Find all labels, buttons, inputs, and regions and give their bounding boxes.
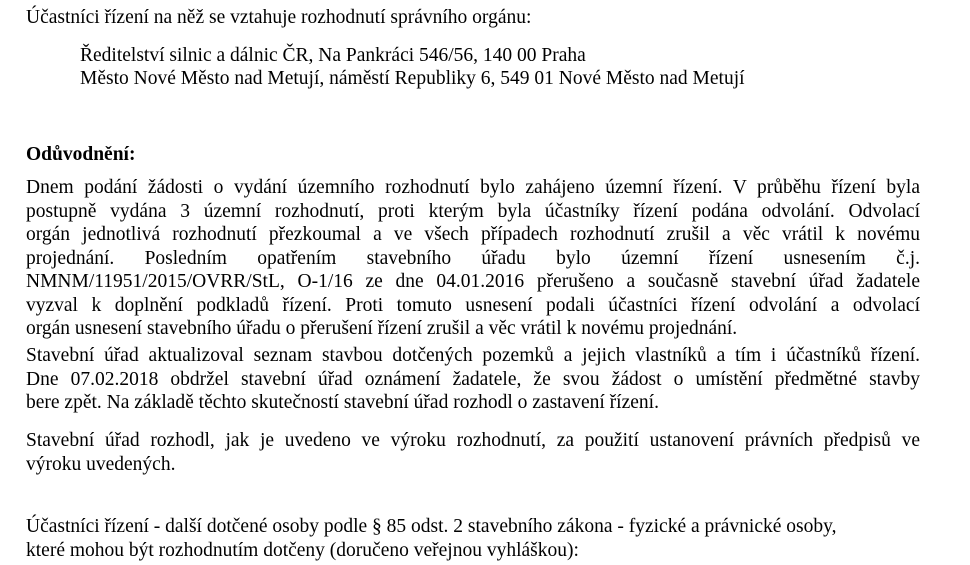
party-item: Město Nové Město nad Metují, náměstí Republiky 6, 549 01 Nové Město nad Metují — [80, 68, 745, 89]
paragraph-line: orgán usnesení stavebního úřadu o přerušení řízení zrušil a věc vrátil k novému projednání. — [26, 318, 738, 339]
paragraph-line: vyzval k doplnění podkladů řízení. Proti tomuto usnesení podali účastníci řízení odvolání a odvolací — [26, 294, 920, 316]
paragraph-line: projednání. Posledním opatřením stavebního úřadu bylo územní řízení usnesením č.j. — [26, 247, 920, 269]
paragraph-3 — [26, 429, 920, 476]
paragraph-line: bere zpět. Na základě těchto skutečností stavební úřad rozhodl o zastavení řízení. — [26, 392, 659, 413]
parties-header: Účastníci řízení na něž se vztahuje rozhodnutí správního orgánu: — [26, 7, 532, 28]
paragraph-line: Stavební úřad rozhodl, jak je uvedeno ve výroku rozhodnutí, za použití ustanovení právních předpisů ve — [26, 430, 920, 451]
paragraph-line: Účastníci řízení - další dotčené osoby podle § 85 odst. 2 stavebního zákona - fyzické a právnické osoby, — [26, 516, 837, 537]
justification-heading: Odůvodnění: — [26, 144, 136, 165]
paragraph-line: postupně vydána 3 územní rozhodnutí, proti kterým byla účastníky řízení podána odvolání. Odvolací — [26, 200, 920, 222]
paragraph-line: výroku uvedených. — [26, 453, 176, 475]
paragraph-line: Dnem podání žádosti o vydání územního rozhodnutí bylo zahájeno územní řízení. V průběhu řízení byla — [26, 177, 920, 198]
paragraph-1 — [26, 176, 920, 341]
paragraph-2 — [26, 344, 920, 415]
other-parties-header — [26, 515, 920, 562]
paragraph-line: NMNM/11951/2015/OVRR/StL, O-1/16 ze dne 04.01.2016 přerušeno a současně stavební úřad žadatele — [26, 271, 920, 292]
paragraph-line: orgán jednotlivá rozhodnutí přezkoumal a ve všech případech rozhodnutí zrušil a věc vrátil k novému — [26, 224, 920, 245]
paragraph-line: Dne 07.02.2018 obdržel stavební úřad oznámení žadatele, že svou žádost o umístění předmětné stavby — [26, 368, 920, 390]
paragraph-line: Stavební úřad aktualizoval seznam stavbou dotčených pozemků a jejich vlastníků a tím i účastníků řízení. — [26, 345, 920, 366]
party-item: Ředitelství silnic a dálnic ČR, Na Pankráci 546/56, 140 00 Praha — [80, 45, 586, 66]
paragraph-line: které mohou být rozhodnutím dotčeny (doručeno veřejnou vyhláškou): — [26, 539, 579, 561]
